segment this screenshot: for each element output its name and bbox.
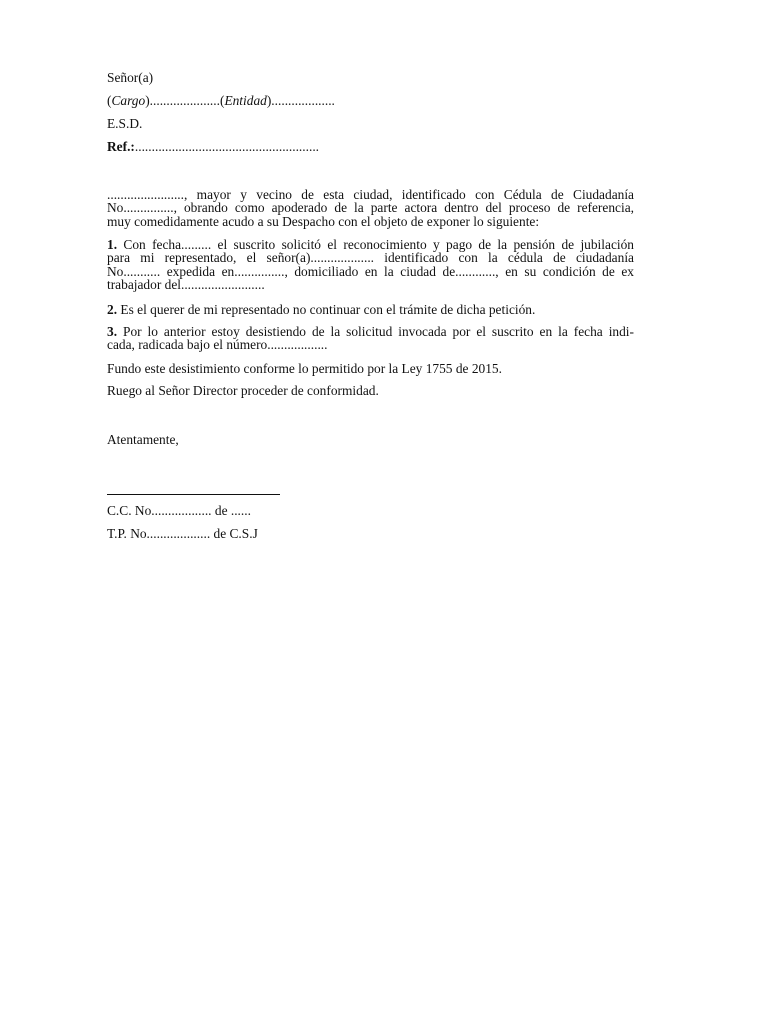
tp-line: T.P. No................... de C.S.J: [107, 526, 258, 541]
point-2-paragraph: [107, 302, 535, 318]
cargo-label: Cargo: [111, 93, 146, 108]
point-1-line-3: No........... expedida en..............., domiciliado en la ciudad de............, en su condición de ex: [107, 263, 634, 279]
point-1-number: 1.: [107, 237, 118, 252]
ref-dots: .......................................................: [134, 139, 320, 154]
intro-line-3: muy comedidamente acudo a su Despacho con el objeto de exponer lo siguiente:: [107, 213, 540, 229]
cc-line: C.C. No.................. de ......: [107, 503, 251, 518]
point-1-line-2: para mi representado, el señor(a)................... identificado con la cédula de ciudadanía: [107, 250, 634, 266]
point-1-paragraph: [107, 238, 634, 291]
point-1-line-1: [107, 238, 634, 251]
ref-label: Ref.:: [107, 139, 135, 154]
entidad-close: )...................: [266, 93, 335, 108]
intro-line-2: No..............., obrando como apoderado de la parte actora dentro del proceso de referencia,: [107, 200, 634, 216]
cargo-open: (: [107, 93, 112, 108]
point-1-text-1: Con fecha......... el suscrito solicitó el reconocimiento y pago de la pensión de jubilación: [117, 237, 634, 252]
point-2-text: Es el querer de mi representado no continuar con el trámite de dicha petición.: [117, 302, 536, 317]
point-3-line-2: cada, radicada bajo el número..................: [107, 337, 328, 353]
point-3-text-1: Por lo anterior estoy desistiendo de la solicitud invocada por el suscrito en la fecha indi-: [117, 324, 634, 339]
reference-line: [107, 139, 319, 155]
esd-line: E.S.D.: [107, 116, 143, 131]
point-2-number: 2.: [107, 302, 118, 317]
cargo-mid: ).....................(: [145, 93, 225, 108]
point-3-number: 3.: [107, 324, 118, 339]
entidad-label: Entidad: [224, 93, 267, 108]
point-1-line-4: trabajador del.........................: [107, 276, 265, 292]
salutation: Señor(a): [107, 70, 154, 85]
fundamento-line: Fundo este desistimiento conforme lo permitido por la Ley 1755 de 2015.: [107, 361, 502, 376]
atentamente-line: Atentamente,: [107, 432, 179, 447]
intro-line-1: ......................., mayor y vecino de esta ciudad, identificado con Cédula de Ciudadanía: [107, 187, 634, 202]
addressee-line: [107, 93, 335, 109]
signature-line: [107, 494, 280, 495]
intro-paragraph: [107, 188, 634, 228]
point-3-line-1: [107, 325, 634, 338]
ruego-line: Ruego al Señor Director proceder de conformidad.: [107, 383, 379, 398]
point-3-paragraph: [107, 325, 634, 352]
